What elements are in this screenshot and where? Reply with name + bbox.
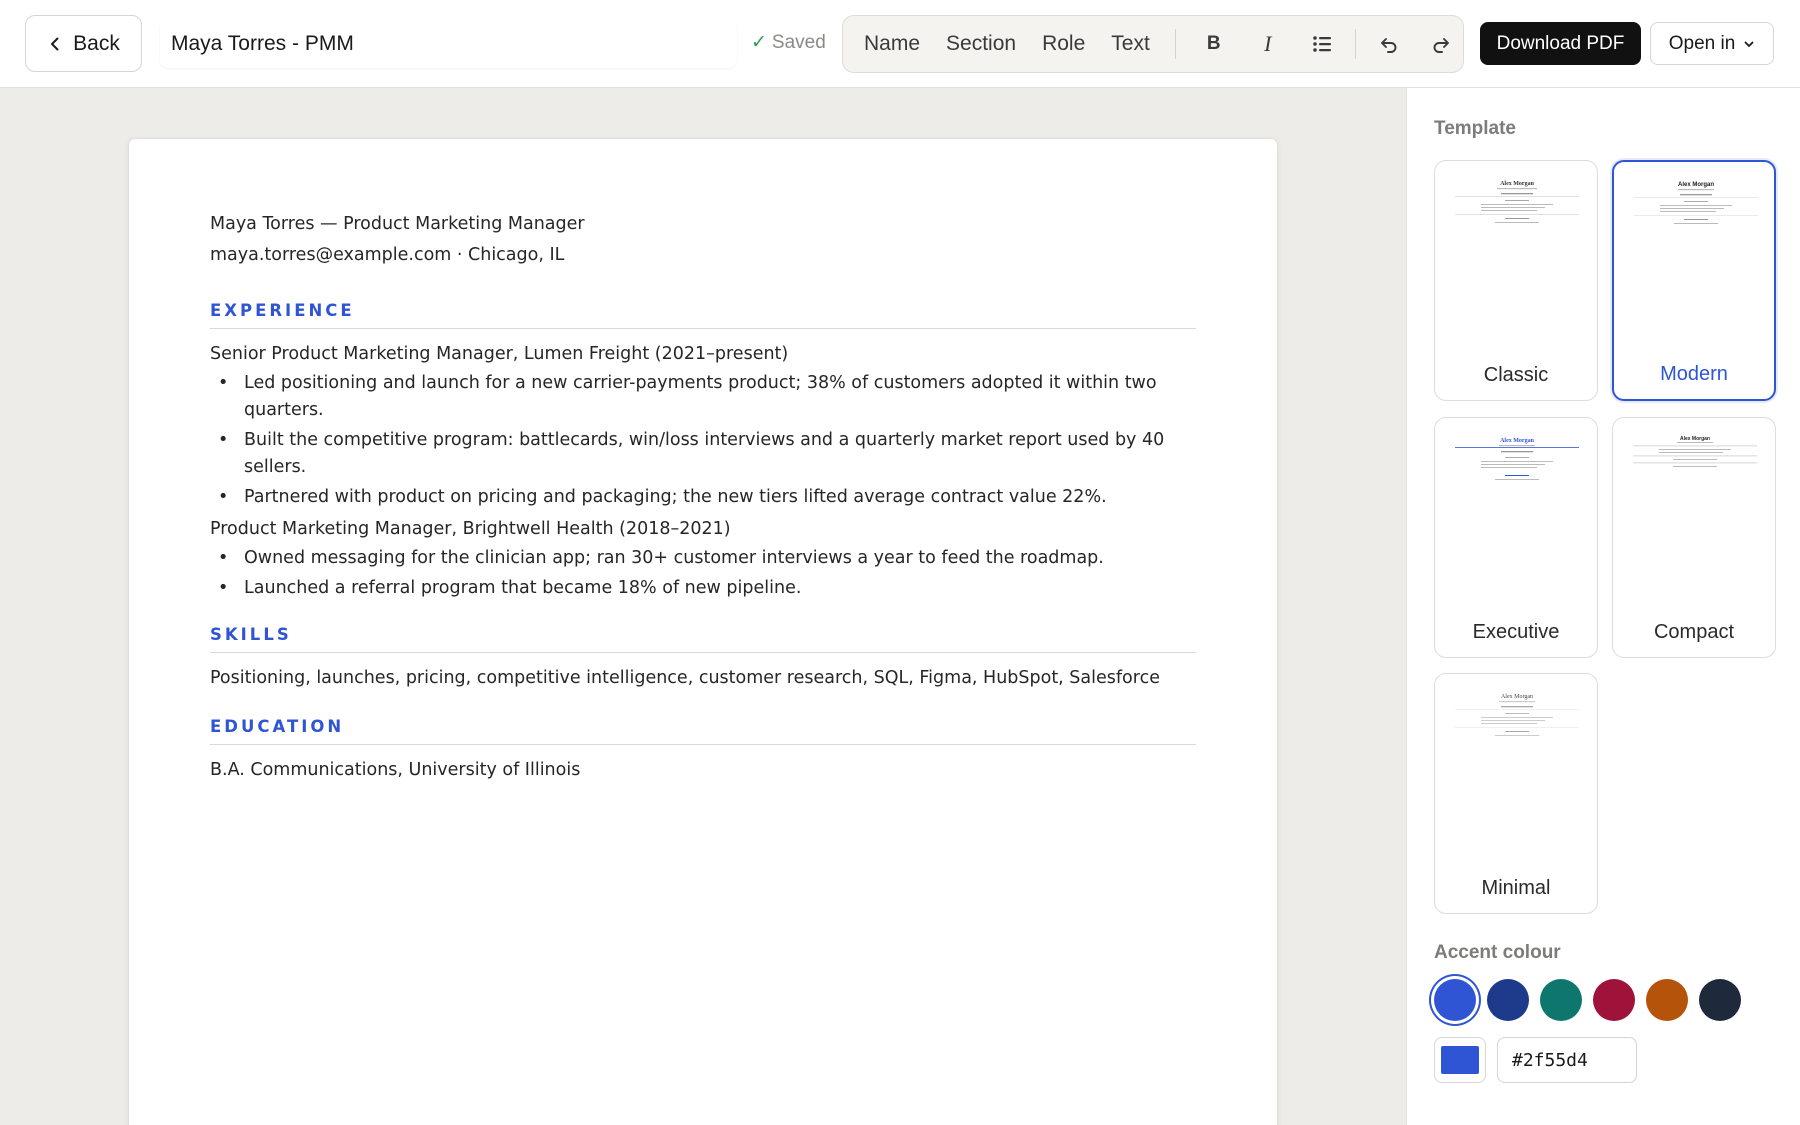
- template-thumbnail: [1451, 177, 1583, 337]
- bullet-item[interactable]: • Launched a referral program that became 18% of new pipeline.: [210, 575, 1196, 602]
- template-label: Compact: [1653, 621, 1735, 643]
- saved-status-label: Saved: [771, 31, 826, 53]
- thumbnail-name: Alex Morgan: [1679, 436, 1711, 442]
- settings-panel: [1406, 88, 1800, 1125]
- insert-role-button[interactable]: Role: [1042, 32, 1086, 55]
- accent-swatch[interactable]: [1646, 979, 1688, 1021]
- template-label: Minimal: [1481, 877, 1551, 899]
- template-card-compact[interactable]: [1612, 417, 1776, 658]
- role-title[interactable]: Product Marketing Manager, Brightwell Health (2018–2021): [210, 519, 731, 539]
- check-icon: ✓: [751, 32, 767, 53]
- accent-swatch[interactable]: [1593, 979, 1635, 1021]
- resume-content[interactable]: [210, 209, 1196, 786]
- resume-name-line[interactable]: Maya Torres — Product Marketing Manager: [210, 214, 585, 234]
- template-thumbnail: [1630, 178, 1762, 338]
- template-heading: Template: [1434, 118, 1517, 139]
- template-card-classic[interactable]: [1434, 160, 1598, 401]
- role-bullets: [210, 370, 1196, 511]
- education-text[interactable]: B.A. Communications, University of Illinois: [210, 760, 581, 780]
- role-title[interactable]: Senior Product Marketing Manager, Lumen Freight (2021–present): [210, 344, 789, 364]
- template-label: Executive: [1472, 621, 1560, 643]
- toolbar-divider: [1175, 29, 1176, 59]
- bullet-item[interactable]: • Owned messaging for the clinician app; ran 30+ customer interviews a year to feed the roadmap.: [210, 545, 1196, 572]
- chevron-down-icon: [1743, 38, 1755, 50]
- toolbar-divider: [1355, 29, 1356, 59]
- bold-button[interactable]: B: [1206, 33, 1221, 54]
- thumbnail-name: Alex Morgan: [1500, 438, 1534, 444]
- saved-status: [751, 31, 826, 54]
- insert-name-button[interactable]: Name: [864, 32, 921, 55]
- template-label: Classic: [1483, 364, 1549, 386]
- accent-swatch[interactable]: [1487, 979, 1529, 1021]
- template-thumbnail: [1451, 434, 1583, 594]
- insert-section-button[interactable]: Section: [946, 32, 1017, 55]
- document-title-input[interactable]: [160, 20, 737, 68]
- resume-contact-line[interactable]: maya.torres@example.com · Chicago, IL: [210, 245, 565, 265]
- thumbnail-name: Alex Morgan: [1500, 694, 1534, 700]
- template-card-minimal[interactable]: [1434, 673, 1598, 914]
- template-thumbnail: [1451, 690, 1583, 850]
- thumbnail-name: Alex Morgan: [1677, 182, 1715, 188]
- open-in-button[interactable]: [1650, 22, 1774, 65]
- italic-button[interactable]: I: [1264, 31, 1272, 56]
- undo-button[interactable]: [1368, 23, 1410, 65]
- accent-swatch[interactable]: [1699, 979, 1741, 1021]
- formatting-toolbar: [842, 15, 1464, 73]
- bullet-item[interactable]: • Partnered with product on pricing and packaging; the new tiers lifted average contract value 22%.: [210, 484, 1196, 511]
- chevron-left-icon: [47, 36, 63, 52]
- bullet-item[interactable]: • Led positioning and launch for a new carrier-payments product; 38% of customers adopted it within two quarters.: [210, 370, 1196, 424]
- back-button-label: Back: [73, 31, 120, 55]
- undo-icon: [1378, 33, 1400, 55]
- bullet-list-button[interactable]: [1301, 23, 1343, 65]
- role-bullets: [210, 545, 1196, 602]
- open-in-label: Open in: [1668, 32, 1736, 54]
- top-bar: [0, 0, 1800, 88]
- template-label: Modern: [1660, 363, 1728, 385]
- bullet-list-icon: [1311, 33, 1333, 55]
- template-card-modern[interactable]: [1612, 160, 1776, 401]
- section-heading-education[interactable]: EDUCATION: [210, 717, 1196, 745]
- download-pdf-button[interactable]: Download PDF: [1480, 22, 1641, 65]
- redo-icon: [1430, 33, 1452, 55]
- accent-swatch[interactable]: [1434, 979, 1476, 1021]
- thumbnail-name: Alex Morgan: [1500, 181, 1534, 187]
- template-thumbnail: [1629, 434, 1761, 594]
- hex-color-input[interactable]: [1497, 1037, 1637, 1083]
- template-card-executive[interactable]: [1434, 417, 1598, 658]
- section-heading-experience[interactable]: EXPERIENCE: [210, 301, 1196, 329]
- bullet-item[interactable]: • Built the competitive program: battlecards, win/loss interviews and a quarterly market report used by 40 sellers.: [210, 427, 1196, 481]
- insert-text-button[interactable]: Text: [1111, 32, 1150, 55]
- redo-button[interactable]: [1420, 23, 1462, 65]
- accent-swatch[interactable]: [1540, 979, 1582, 1021]
- accent-colour-heading: Accent colour: [1434, 942, 1561, 963]
- resume-document[interactable]: [129, 139, 1277, 1125]
- color-picker-button[interactable]: [1434, 1037, 1486, 1083]
- color-preview-chip: [1441, 1046, 1479, 1074]
- back-button[interactable]: [25, 15, 142, 72]
- skills-text[interactable]: Positioning, launches, pricing, competitive intelligence, customer research, SQL, Figma, HubSpot, Salesforce: [210, 668, 1160, 688]
- section-heading-skills[interactable]: SKILLS: [210, 625, 1196, 653]
